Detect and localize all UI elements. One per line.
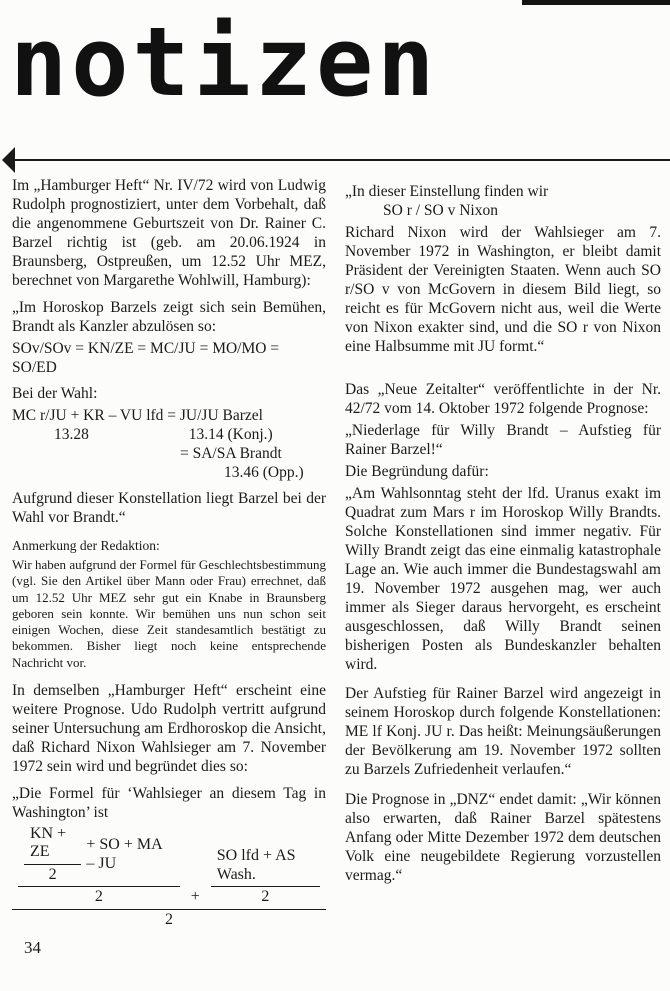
paragraph-aufstieg-barzel: Der Aufstieg für Rainer Barzel wird angezeigt in seinem Horoskop durch folgende Konstellationen: ME lf Konj. JU r. Das heißt: Meinungsäußerungen der Bevölkerung am 19. November 1972 sollten zu Barzels Zufriedenheit verlaufen.“ <box>345 685 661 778</box>
inner-fraction <box>24 825 81 884</box>
formula-addend: + SO + MA – JU <box>86 836 162 872</box>
nested-fraction-formula <box>12 825 326 929</box>
formula-plus-sign: + <box>190 888 200 906</box>
paragraph-nixon-wahlsieger: Richard Nixon wird der Wahlsieger am 7. November 1972 in Washington, er bleibt damit Präsident der Vereinigten Staaten. Wenn auch SO r/SO v von McGovern in diesem Bild liegt, so reicht es für McGovern nicht aus, weil die Werte von Nixon exakter sind, und die SO r von Nixon eine Halbsumme mit JU formt.“ <box>345 224 661 355</box>
right-column <box>345 182 661 930</box>
right-fraction-numerator: SO lfd + AS Wash. <box>216 847 296 883</box>
paragraph-begruendung: Die Begründung dafür: <box>345 463 489 480</box>
paragraph-formel-wahlsieger: „Die Formel für ‘Wahlsieger an diesem Tag in Washington’ ist <box>12 785 326 822</box>
paragraph-horoskop-barzel: „Im Horoskop Barzels zeigt sich sein Bemühen, Brandt als Kanzler abzulösen so: <box>12 299 326 335</box>
paragraph-niederlage-brandt: „Niederlage für Willy Brandt – Aufstieg für Rainer Barzel!“ <box>345 422 661 458</box>
paragraph-hamburger-heft: Im „Hamburger Heft“ Nr. IV/72 wird von Ludwig Rudolph prognostiziert, unter dem Vorbehalt, daß die angenommene Geburtszeit von Dr. Rainer C. Barzel richtig ist (geb. am 20.06.1924 in Braunsberg, Ostpreußen, um 12.52 Uhr MEZ, berechnet von Margarethe Wohlwill, Hamburg): <box>12 177 326 289</box>
election-formula-line3: = SA/SA Brandt <box>180 445 282 462</box>
paragraph-neue-zeitalter: Das „Neue Zeitalter“ veröffentlichte in der Nr. 42/72 vom 14. Oktober 1972 folgende Prognose: <box>345 381 661 417</box>
election-formula-line1: MC r/JU + KR – VU lfd = JU/JU Barzel <box>12 407 263 424</box>
inner-fraction-denominator: 2 <box>48 865 57 883</box>
inner-fraction-numerator: KN + ZE <box>30 825 67 861</box>
paragraph-dnz-prognose: Die Prognose in „DNZ“ endet damit: „Wir können also erwarten, daß Rainer Barzel spätestens Anfang oder Mitte Dezember 1972 dem deutschen Volk eine neugebildete Regierung vorzustellen vermag.“ <box>345 791 661 884</box>
paragraph-einstellung: „In dieser Einstellung finden wir <box>345 183 549 200</box>
left-column <box>12 176 326 946</box>
aspect-formula-line2: SO/ED <box>12 359 57 376</box>
mid-fraction-denominator: 2 <box>94 888 103 906</box>
paragraph-bei-der-wahl: Bei der Wahl: <box>12 385 98 402</box>
election-formula-line2 <box>12 425 326 444</box>
page-number: 34 <box>24 938 41 957</box>
mid-fraction-left <box>18 825 180 907</box>
paragraph-weitere-prognose: In demselben „Hamburger Heft“ erscheint eine weitere Prognose. Udo Rudolph vertritt aufgrund seiner Untersuchung am Erdhoroskop die Ansicht, daß Richard Nixon Wahlsieger am 7. November 1972 sein wird und begründet dies so: <box>12 682 326 776</box>
election-formula <box>12 406 326 482</box>
aspect-formula-line1: SOv/SOv = KN/ZE = MC/JU = MO/MO = <box>12 340 280 357</box>
aspect-formula <box>12 339 326 377</box>
outer-fraction <box>12 825 326 929</box>
mid-fraction-right <box>211 847 320 906</box>
editor-note-heading: Anmerkung der Redaktion: <box>12 538 160 553</box>
right-fraction-denominator: 2 <box>261 888 270 906</box>
election-value-1314: 13.14 (Konj.) <box>188 426 273 443</box>
election-value-1328: 13.28 <box>54 426 89 443</box>
editor-note-body: Wir haben aufgrund der Formel für Geschlechtsbestimmung (vgl. Sie den Artikel über Mann oder Frau) errechnet, daß um 12.52 Uhr MEZ sehr gut ein Knabe in Braunsberg geboren sein konnte. Wir bemühen uns nun schon seit einigen Wochen, diese Zeit standesamtlich bestätigt zu bekommen. Bisher liegt noch keine entsprechende Nachricht vor. <box>12 557 326 670</box>
outer-fraction-denominator: 2 <box>165 910 173 928</box>
page-title: notizen <box>10 8 439 118</box>
paragraph-konstellation: Aufgrund dieser Konstellation liegt Barzel bei der Wahl vor Brandt.“ <box>12 490 326 526</box>
election-value-1346: 13.46 (Opp.) <box>224 464 304 481</box>
aspect-nixon-line: SO r / SO v Nixon <box>383 202 498 219</box>
divider-rule <box>8 159 670 161</box>
paragraph-wahlsonntag-uranus: „Am Wahlsonntag steht der lfd. Uranus exakt im Quadrat zum Mars r im Horoskop Willy Brandts. Solche Konstellationen sind immer negativ. Für Willy Brandt zeigt das eine einmalig katastrophale Lage an. Wie auch immer die Bundestagswahl am 19. November 1972 ausgehen mag, wer auch immer als Sieger daraus hervorgeht, es erscheint ausgeschlossen, daß Willy Brandt seinen bisherigen Posten als Bundeskanzler behalten wird. <box>345 485 661 673</box>
scan-edge-bar <box>522 0 670 5</box>
